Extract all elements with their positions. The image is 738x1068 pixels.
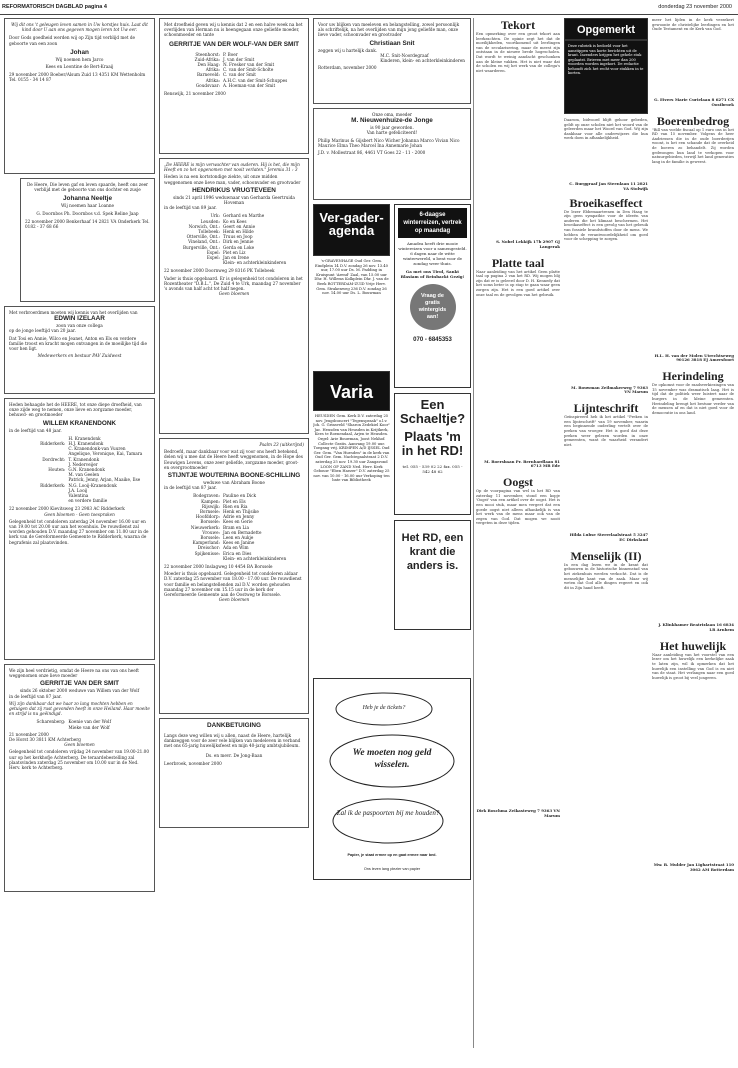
- family-place: Ridderkerk:: [40, 482, 66, 488]
- obituary-boone-schilling: [159, 438, 309, 714]
- obituary-van-der-wolf: [159, 18, 309, 154]
- family-list: [9, 719, 150, 729]
- deceased-name: WILLEM KRANENDONK: [42, 419, 117, 427]
- family-place: Vrouwe:: [202, 529, 220, 535]
- family-name: Koenie van der Wolf: [68, 719, 112, 725]
- letter-heading-platte-taal: Platte taal: [491, 255, 545, 270]
- family-place: [9, 498, 68, 503]
- letter-sign-boerenbedrog: H.L. H. van der Molen Utrechtseweg 90126 3818 EJ Amersfoort: [654, 352, 734, 363]
- family-name: T. Kranendonk: [68, 456, 100, 462]
- family-row: [9, 725, 150, 730]
- family-row: [164, 260, 304, 265]
- letter-body-platte-taal: Naar aanleiding van het artikel Geen platte taal op pagina 2 van het RD. Wij mogen blij zijn dat er is geleerd door D. H. Kennedy dat het soms beter is op stap te gaan waar geen zorgen zijn. Het is een goed artikel over onze taal en de gevolgen van het gebruik.: [476, 269, 560, 297]
- date-address: 22 november 2000 Inslagweg 10 4454 BA Borssele: [164, 564, 273, 570]
- family-place: Den Haag:: [197, 62, 220, 68]
- family-row: [318, 58, 466, 63]
- thank-you-snit: [313, 18, 471, 104]
- page-header: [0, 0, 738, 15]
- letter-body-menselijk: In een dag lezen we in de krant dat gebouwen in de historische binnenstad van het ziekenhuis werden verkocht. Dat is de menselijke kant van de zaak. Maar wij weten dat God alle dingen regeert en ook dit in Zijn hand heeft.: [564, 562, 648, 590]
- family-place: Kampen:: [201, 498, 220, 504]
- announcement-text: Bedroefd, maar dankbaar voor wat zij voor ons heeft betekend, delen wij u mee dat de Heere heeft weggenomen, in de Hope des Eeuwigen Levens, onze zeer geliefde, zorgzame moeder, groot- en overgrootmoeder: [164, 449, 303, 470]
- family-name: Jan en Bernadette: [223, 529, 262, 535]
- family-name: Mieke van der Wolf: [68, 724, 110, 730]
- family-place: Borssele:: [200, 535, 220, 541]
- middle-ad-block: [313, 204, 471, 674]
- place-date: Leerbroek, november 2000: [164, 760, 222, 766]
- family-place: Afrika:: [205, 67, 220, 73]
- opgemerkt-title: Opgemerkt: [576, 24, 636, 36]
- letter-sign-platte-taal: M. Boersbaan Pr. Bernhardlaan 81 6713 MB Ede: [484, 458, 560, 469]
- family-place: Houten:: [48, 467, 66, 473]
- bubble-2: We moeten nog geld wisselen.: [352, 748, 432, 770]
- family-list: [164, 52, 304, 88]
- family-name: Leen en Aukje: [223, 535, 254, 541]
- thank-you-de-jong: [159, 718, 309, 828]
- family-name: C. van der Smit-Scholte: [223, 67, 274, 73]
- family-name: Henk en Hilde: [223, 229, 254, 235]
- letter-sign-oogst: Dirk Boschma Zeikasteweg 7 9363 VN Marum: [476, 808, 560, 818]
- letter-sign-opgemerkt: C. Burggraaf Jan Steenlaan 11 2821 VA Stolwijk: [569, 181, 648, 191]
- letter-body-boerenbedrog: "Bill van voelde fiscaal op 1 euro ons in het RD van 15 november. Volgens de heer Andriessen die in de oude boerderijen woont, is het een schande dat de overheid de boeren zo behandelt. Zij worden gedwongen hun land te verkopen voor natuurgebieden, terwijl het land generaties lang in de familie is geweest.: [652, 127, 734, 164]
- letter-heading-oogst: Oogst: [503, 475, 533, 490]
- family-name: Henk en Thijsike: [223, 509, 259, 515]
- note: Geen bloemen: [64, 742, 95, 748]
- parents: Kees en Leontine de Bert-Kraaij: [45, 64, 114, 70]
- relation: zoon van onze collega: [56, 323, 103, 329]
- family-name: Angelique, Veronique, Kai, Tamara: [68, 451, 143, 457]
- column-letters-3: [652, 18, 734, 872]
- address: J.D. v. Mollestraat 86, 4461 VT Goes 22 - 11 - 2000: [318, 150, 426, 156]
- letter-heading-herindeling: Herindeling: [662, 369, 724, 384]
- family-name: Pauline en Dick: [223, 493, 257, 499]
- ski-badge: Vraag de gratis wintergids aan!: [410, 284, 456, 330]
- poem: Wij dit ons 't geleugen leven samen in Uw korstjes huis. Laat dit kind door U aan ons gegeven mogen leren tot Uw eer.: [11, 22, 148, 33]
- family-place: Goudsvaar:: [195, 82, 220, 88]
- age: op de jonge leeftijd van 20 jaar.: [9, 328, 76, 334]
- family-name: Gerhard en Marthe: [223, 213, 265, 219]
- family-name: Rien en Ria: [223, 503, 248, 509]
- family-place: Bodegraven:: [193, 493, 220, 499]
- family-name: C. van der Smit: [223, 72, 256, 78]
- family-place: [318, 58, 380, 63]
- opgemerkt-body: Deze rubriek is bedoeld voor het aanstippen van korte berichten uit de krant. Inzenders krijgen het gehele stuk geplaatst. Brieven met meer dan 200 woorden worden ingekort. De redactie behoudt zich het recht voor stukken in te korten.: [564, 40, 648, 114]
- letter-sign-herindeling: J. Klinkhamer Beatrixlaan 16 6834 LR Arnhem: [658, 622, 734, 632]
- celebrant-name: M. Nieuwenhuize-de Jonge: [351, 117, 433, 125]
- family-name: Jan en Irene: [223, 255, 250, 261]
- thanks-line: zeggen wij u hartelijk dank.: [318, 47, 378, 53]
- birthday-nieuwenhuize: [313, 108, 471, 200]
- het-rd-slogan: Het RD, een krant die anders is.: [401, 532, 464, 572]
- column-announcements-2: [159, 18, 309, 832]
- announcement-text: Heden behaagde het de HEERE, tot onze diepe droefheid, van onze zijde weg te nemen, onze lieve en zorgzame moeder, behuwd- en grootmoeder: [9, 402, 142, 418]
- ski-headline: 6-daagse winterreizen, vertrek op maandag: [398, 208, 467, 238]
- age: in de leeftijd van 48 jaar.: [9, 427, 62, 433]
- family-name: Patrick, Jenny, Arjan, Maaike, Ilse: [68, 477, 141, 483]
- family-list: [164, 493, 304, 561]
- agenda-items: 's-GRAVENHAGE Oud Ger. Gem. Eindplein 14 D.V. zondag 26 nov. 13.40 uur, 17.00 uur Ds. M. Padding in Kruispunt 'Arend' Zaal, van 15.00 uur Dhr. H. Willems Kolkplein Dhr. J. van de Beek ROTTERDAM-ZUID Vrije Herv. Gem. Strakenweg 236 D.V. zondag 26 nov. 14.00 uur Ds. L. Bouwman: [314, 259, 389, 296]
- letter-sign-huwelijk: Mw. B. Mulder Jan Lighartstraat 110 3062 AM Rotterdam: [653, 861, 734, 872]
- obituary-vrugteveen: [159, 158, 309, 434]
- bubble-1: Heb je de tickets?: [362, 705, 406, 711]
- family-place: Urk:: [210, 213, 220, 219]
- family-name: A. Hoeman-van der Smit: [223, 82, 276, 88]
- family-place: Espel:: [206, 249, 220, 255]
- letter-body-continued: meer het lijden in de kerk verzekert gewoonte de christelijke leerlingen en het Oude Testament en de Kerk van God.: [652, 18, 734, 32]
- opgemerkt-header: [564, 18, 648, 40]
- body-text: Langs deze weg willen wij u allen, naast de Heere, hartelijk dankzeggen voor de zeer vele blijken van medeleven in verband met ons 65-jarig huwelijksfeest en mijn 40-jarig ambtsjubileum.: [164, 733, 301, 749]
- date-address: 29 november 2000 Boeber/Alsum Zuid 13 4351 KM Wettenholm Tel. 0155 - 34 14 87: [9, 72, 146, 83]
- bible-quote: Psalm 23 (uitkerijnd): [259, 442, 304, 447]
- announcement-text: We zijn heel verdrietig, omdat de Heere na ons van ons heeft weggenomen onze lieve moeder: [9, 668, 139, 679]
- child-nickname: Wij noemen hem Jarco: [55, 56, 104, 62]
- birth-announcement-johan: [4, 18, 155, 174]
- family-name: H. Kranendonk: [68, 435, 101, 441]
- family-place: Barneveld:: [196, 72, 220, 78]
- family-name: A.H.C. van der Smit-Schuppes: [223, 77, 288, 83]
- letter-sign-continued: G. Eivers Marie Curielaan 8 6271 CX Oostbroek: [654, 97, 734, 107]
- letter-body-tekort: Een opmerking over een groot tekort aan leerkrachten. De opinie zegt het dat de moeilijkheden, voortkomend uit leerlingen van de secularisering, maar de meest zijn ontstaan in de nieuwe brede hogescholen. Dat wordt te weinig aandacht geschonken aan de kleine vakken. Het is niet waar dat de scholen en wij het werk van de collega's niet waarderen.: [476, 32, 560, 73]
- family-place: Vineland, Ont.:: [188, 239, 220, 245]
- body-text: Gelegenheid tot condoleren vrijdag 24 november van 19.00-21.00 uur op het kerkhofje Achterberg. De teraardebestelling zal plaatsvinden zaterdag 25 november om 10.00 uur in de Ned. Herv. kerk te Achterberg.: [9, 749, 149, 771]
- varia-header: [313, 371, 390, 411]
- letter-body-lijnteschrift: Geïnspireerd heb ik het artikel "Preken in een lijnteschrift" van 19 november, waarin een beginnende ouderling vertelt over de preken van vroeger. Het is goed dat deze preken weer gelezen worden in onze gemeenten, want de waarheid verandert niet.: [564, 415, 648, 447]
- family-name: C. Kranendonk-van Vuuren: [68, 446, 126, 452]
- family-list: [318, 53, 466, 63]
- family-name: Kees en Gerie: [223, 519, 253, 525]
- deceased-name: EDWIN IZELAAR: [54, 315, 105, 323]
- date-address: 22 november 2000 Doornweg 29 8316 PK Tollebeek: [164, 268, 275, 274]
- ski-phone: 070 - 6845353: [413, 337, 452, 343]
- family-place: [164, 260, 223, 265]
- family-place: Zuid-Afrika:: [194, 56, 220, 62]
- family-name: H.J. Kranendonk: [68, 441, 104, 447]
- family-name: J. van der Smit: [223, 56, 255, 62]
- family-name: Klein- en achterkleinkinderen: [223, 260, 287, 266]
- family-name: M.C. Snit-Noordegraaf: [380, 52, 429, 58]
- column-announcements-1: [4, 18, 155, 896]
- family-name: Ada en Wim: [223, 545, 249, 551]
- family-place: [9, 725, 68, 730]
- varia-items: HEUSDEN Gem. Kerk D.V. zaterdag 25 nov. Jeugdconcert "Tegenspraak" o.l.v. Joh. G. Grinsveld "Sharon Zedekiel Koor" Jac. Heusden van Heusden in Krijtkerk, Kees te Roenendaal, Arjen te Heusden. Orgel: Arie Bouwman, Joost Nekhof. Collecte Gratis. Aanvang 19.00 uur. Toegang vrij. KRIMPEN A/D IJSSEL Oud Ger. Gem. "Van Huesden" in de kerk van Oud Ger. Gem. Nachtegaalstraat 2 D.V. zaterdag 25 nov. 19.30 uur Zangavond LOON OP ZAND Ned. Herv. Kerk Gebouw "Eben Haezer" D.V. zaterdag 25 nov. van 10.00 - 16.00 uur Verkoping ten bate van Bibliotheek: [313, 414, 390, 483]
- family-row: [164, 83, 304, 88]
- agenda-title: Ver-gader-agenda: [319, 210, 384, 238]
- letter-sign-lijnteschrift: Hilda Lubse Sterrelaalstraat 5 3247 EC Dirksland: [569, 532, 648, 542]
- bubble-3: Zal ik de paspoorten bij me houden?: [336, 809, 440, 817]
- family-name: Ko en Kees: [223, 218, 247, 224]
- bubble-footer: Papier, je staat ermee op en gaat ermee naar bed.: [347, 853, 437, 857]
- letter-body-huwelijk: Naar aanleiding van het voorstel van een lezer om het huwelijk een kerkelijke zaak te laten zijn, wil ik opmerken dat het huwelijk een instelling van God is en niet van de staat. Het verlangen naar een goed huwelijk is groot bij veel jongeren.: [652, 652, 734, 680]
- family-place: Otterville, Ont.:: [186, 234, 220, 240]
- letter-heading-tekort: Tekort: [500, 18, 536, 32]
- column-letters-2: [564, 18, 648, 803]
- date-address: 22 november 2000 Benkerhaaf 14 2821 VA Onderkerk Tel. 0182 - 37 68 66: [25, 218, 150, 230]
- family-list: [9, 436, 150, 504]
- family-place: Nieuwerkerk:: [190, 524, 220, 530]
- family-place: Bornsele:: [199, 509, 220, 515]
- birth-announcement-johanna: [20, 178, 155, 302]
- family-name: Piet en Liz: [223, 249, 246, 255]
- deceased-name: GERRITJE VAN DER WOLF-VAN DER SMIT: [168, 40, 300, 48]
- family-name: Bram en Lia: [223, 524, 250, 530]
- relation: weduwe van Abraham Boone: [203, 480, 265, 486]
- letter-sign-broeikaseffect: M. Bouwman Zeilmakerweg 7 9363 VN Marum: [571, 384, 648, 395]
- letter-heading-boerenbedrog: Boerenbedrog: [656, 113, 730, 128]
- family-name: Piet en Els: [223, 498, 246, 504]
- child-name: Johan: [70, 48, 89, 56]
- letter-sign-tekort: S. Nobel Lekkijk 17b 2907 GJ Langerak: [496, 239, 560, 249]
- family-name: G.N. Kranendonk: [68, 467, 105, 473]
- ski-body: Amadea heeft drie mooie wintereizen voor u samengesteld. 6 dagen naar de witte winterwereld, u bent voor de zondag weer thuis.: [398, 241, 467, 266]
- family-row: [164, 556, 304, 561]
- signature: Ds. en mevr. De Jong-Baan: [205, 752, 263, 758]
- announcement-text: Met droefheid geven wij u kennis dat 2 en een halve week na het overlijden van Herman nu is heengegaan onze geliefde moeder, schoonmoeder en tante: [164, 22, 303, 38]
- letter-body-oogst: Op de voorpagina van wel in het RD van zaterdag 11 november, stond een kopje 'Oogst' van een artikel over de oogst. Het is een mooi stuk, maar men vergeet dat een goede oogst niet alleen afhankelijk is van het werk van de mens maar ook van de zegen van God. Dat mogen we nooit vergeten in deze tijden.: [476, 489, 560, 526]
- body-text: Moeder is thuis opgebaard. Gelegenheid tot condoleren aldaar D.V. zaterdag 25 november van 18.00 - 17.00 uur. De rouwdienst voor familie en belangstellenden zal D.V. worden gehouden maandag 27 november om 15.15 uur in de kerk der Gereformeerde Gemeente aan de Oostweg te Borssele.: [164, 571, 302, 598]
- paper-speech-bubbles-ad: [313, 678, 471, 880]
- address: De Horst 30 3811 KM Achterberg: [9, 737, 81, 743]
- column-rule: [473, 18, 474, 1048]
- family-place: Steenhorst:: [195, 51, 220, 57]
- schaeltje-ad: [394, 393, 471, 515]
- deceased-name: STIJNTJE WOUTERINA BOONE-SCHILLING: [167, 472, 301, 480]
- family-place: Dreischor:: [197, 545, 220, 551]
- family-place: Afrika:: [205, 77, 220, 83]
- condolence-izelaar: [4, 306, 155, 394]
- family-place: [164, 556, 223, 561]
- family-place: Scharenberg:: [36, 719, 66, 725]
- family-name: Truus en Joop: [223, 234, 253, 240]
- family-names: Philip Marinus & Gijsbert Nico Wicher Johanna Marco Vivian Nico Maurice Elma Theo Marcel Ina Annemarie Johan: [318, 137, 460, 148]
- letter-body-opgemerkt: Daarom, bidvoord blijft gehoor gebeden, geldt op onze scholen niet het woord van de geleerden maar het Woord van God. Wij zijn dankbaar voor alle onderwijzers die hun werk doen in afhankelijkheid.: [564, 118, 648, 141]
- announcement-text: Met verbroerdmen moeten wij kennis van het overlijden van: [9, 310, 138, 315]
- family-list: [164, 213, 304, 265]
- header-right: donderdag 23 november 2000: [658, 4, 732, 10]
- family-place: Hoofddorp:: [195, 514, 220, 520]
- body-text: Wij zijn dankbaar dat we haar zo lang mochten hebben en getuigen dat zij rust gevonden heeft in onze Heiland. Haar moeite en strijd is nu geëindigd.: [9, 700, 150, 717]
- schaal-contact: tel. 055 - 539 02 22 fax. 055 - 542 48 62: [402, 464, 463, 474]
- letter-body-broeikaseffect: De lezer Ebbemaartrenen in Den Haag te zijn geen sympathie voor de ideeën van anderen die het klimaat beschermen. Het broeikaseffect is een gevolg van het gebruik van fossiele brandstoffen door de mens. We hebben de verantwoordelijkheid om goed voor de schepping te zorgen.: [564, 209, 648, 242]
- varia-title: Varia: [329, 382, 374, 402]
- family-name: en verdere familie: [68, 498, 108, 504]
- bubble-sign: Ons leven lang plezier van papier: [363, 867, 421, 871]
- family-place: Spijkenisse:: [194, 550, 220, 556]
- family-place: Rijswijk:: [201, 503, 220, 509]
- family-name: J.A. Looij: [68, 487, 88, 493]
- child-name: Johanna Neeltje: [62, 195, 112, 203]
- letter-heading-broeikaseffect: Broeikaseffect: [569, 195, 643, 210]
- family-place: Espel:: [206, 255, 220, 261]
- vergader-agenda-header: [313, 204, 390, 256]
- column-letters-1: [476, 18, 560, 819]
- age: in de leeftijd van 87 jaar.: [9, 693, 62, 699]
- announcement-text: Voor uw blijken van meeleven en belangstelling, zowel persoonlijk als schriftelijk, na het overlijden van mijn jong geliefde man, onze lieve vader, schoonvader en grootvader: [318, 22, 460, 38]
- obituary-kranendonk: [4, 398, 155, 660]
- note: Geen bloemen: [218, 291, 250, 297]
- family-name: Adrie en Jenny: [223, 514, 255, 520]
- letter-heading-menselijk: Menselijk (II): [570, 548, 642, 563]
- bible-quote: „De HEERE is mijn verwachter van ouderen. Hij is het, die mijn Heeft en zo het opgenomen met nooit verlaten." Jeremia 31 : 3: [164, 162, 300, 173]
- family-name: Kinderen, klein- en achterkleinkinderen: [380, 58, 465, 64]
- ski-trip-ad: [394, 204, 471, 388]
- family-place: Borssele:: [200, 519, 220, 525]
- announcement-text: Heden is na een kortstondige ziekte, uit onze midden weggenomen onze lieve man, vader, schoonvader en grootvader: [164, 174, 301, 185]
- family-name: Gerda en Loke: [223, 244, 255, 250]
- obituary-van-der-smit: [4, 664, 155, 892]
- letter-body-herindeling: De opkomst voor de raadsverkiezingen van 15 november was dramatisch laag. Het is tijd dat de politiek weer luistert naar de burgers in de kleine gemeenten. Herindeling brengt het bestuur verder van de mensen af en dat is niet goed voor de democratie in ons land.: [652, 383, 734, 415]
- note: Geen bloemen: [218, 597, 250, 603]
- family-name: N.G. Looij-Kranendonk: [68, 482, 117, 488]
- date: 21 november 2000: [9, 731, 49, 737]
- body-text: Dat Tosi en Annie, Wilco en Jeanet, Anton en Els en verdere familie troost en kracht mogen ontvangen in de moeilijke tijd die voor hen ligt.: [9, 335, 147, 352]
- family-name: N. Fresker van der Smit: [223, 62, 275, 68]
- announcement-text: Door Gods goedheid werden wij op Zijn tijd verblijd met de geboorte van een zoon: [9, 35, 136, 46]
- note: Geen bloemen - Geen toespraken: [44, 511, 115, 517]
- parents: G. Doornbos Ph. Doornbos v.d. Spek Reline Jaap: [36, 210, 139, 216]
- family-name: Erica en Dies: [223, 550, 252, 556]
- age: in de leeftijd van 89 jaar.: [164, 205, 217, 211]
- announcement-text: De Heere, Die leven gaf en leven spaarde, heeft ons zeer verblijd met de geboorte van ons dochter en zusje: [26, 182, 149, 193]
- deceased-name: Christiaan Snit: [369, 39, 415, 47]
- family-place: Norwich, Ont.:: [188, 223, 220, 229]
- child-nickname: Wij noemen haar Loanne: [60, 203, 115, 209]
- notice-title: DANKBETUIGING: [207, 722, 261, 729]
- date-address: 22 november 2000 Kievitsweg 23 2983 AC Ridderkerk: [9, 506, 125, 512]
- deceased-name: HENDRIKUS VRUGTEVEEN: [192, 186, 276, 194]
- family-row: [9, 498, 150, 503]
- column-announcements-3: [313, 18, 471, 880]
- family-place: Burgerville, Ont.:: [182, 244, 220, 250]
- family-place: Kamperland:: [192, 540, 220, 546]
- family-place: Ridderkerk:: [40, 441, 66, 447]
- letter-heading-huwelijk: Het huwelijk: [659, 638, 727, 653]
- age-line: is 90 jaar geworden.: [370, 125, 414, 131]
- family-name: P. Boer: [223, 51, 238, 57]
- family-name: Geert en Annie: [223, 223, 256, 229]
- signature: Medewerkers en bestuur PAV Zuidwest: [37, 353, 122, 359]
- family-place: Tollebeek:: [198, 229, 220, 235]
- letter-heading-lijnteschrift: Lijnteschrift: [573, 401, 639, 416]
- family-name: Valentina: [68, 493, 89, 499]
- relation: sinds 21 april 1996 weduwnaar van Gerharda Geertruida Hoveman: [173, 194, 295, 206]
- agenda-column: [313, 204, 390, 674]
- congrats: Van harte gefeliciteerd!: [366, 130, 418, 136]
- body-text: Vader is thuis opgebaard. Er is gelegenheid tot condoleren in het Rozentheater "D.B.L.", De Zuid 4 te Urk, maandag 27 november 's avonds van half acht tot half negen.: [164, 275, 303, 292]
- het-rd-ad: [394, 520, 471, 630]
- intro: Onze oma, moeder: [372, 112, 412, 117]
- family-name: Dirk en Jennie: [223, 239, 254, 245]
- header-left: REFORMATORISCH DAGBLAD pagina 4: [2, 4, 107, 10]
- deceased-name: GERRITJE VAN DER SMIT: [39, 680, 120, 688]
- family-name: Kees en Janine: [223, 540, 255, 546]
- family-name: M. van Geelen: [68, 472, 100, 478]
- ads-column: [394, 204, 471, 674]
- ski-body2: Ga met ons Tirol, Sankt Blasiam of Reinbackt Gezig!: [400, 269, 465, 279]
- schaal-headline: Een Schaeltje?: [399, 397, 466, 426]
- date: Renswijk, 21 november 2000: [164, 91, 226, 97]
- family-name: Klein- en achterkleinkinderen: [223, 555, 287, 561]
- schaal-subline: Plaats 'm in het RD!: [401, 429, 464, 458]
- family-place: Dordrecht:: [42, 456, 66, 462]
- family-place: Leusden:: [200, 218, 220, 224]
- body-text: Gelegenheid tot condoleren zaterdag 24 november 16.00 uur en van 19.00 tot 20.00 uur aan het woonhuis. De rouwdienst zal worden gehouden D.V. maandag 27 november om 11.00 uur in de kerk van de Gereformeerde Gemeente te Ridderkerk, waarna de begrafenis zal plaatsvinden.: [9, 518, 149, 545]
- family-name: J. Nederveijer: [68, 461, 98, 467]
- age: in de leeftijd van 87 jaar.: [164, 485, 217, 491]
- relation: sinds 26 oktober 2000 weduwe van Willem van der Wolf: [19, 688, 140, 694]
- date: Rotterdam, november 2000: [318, 65, 377, 71]
